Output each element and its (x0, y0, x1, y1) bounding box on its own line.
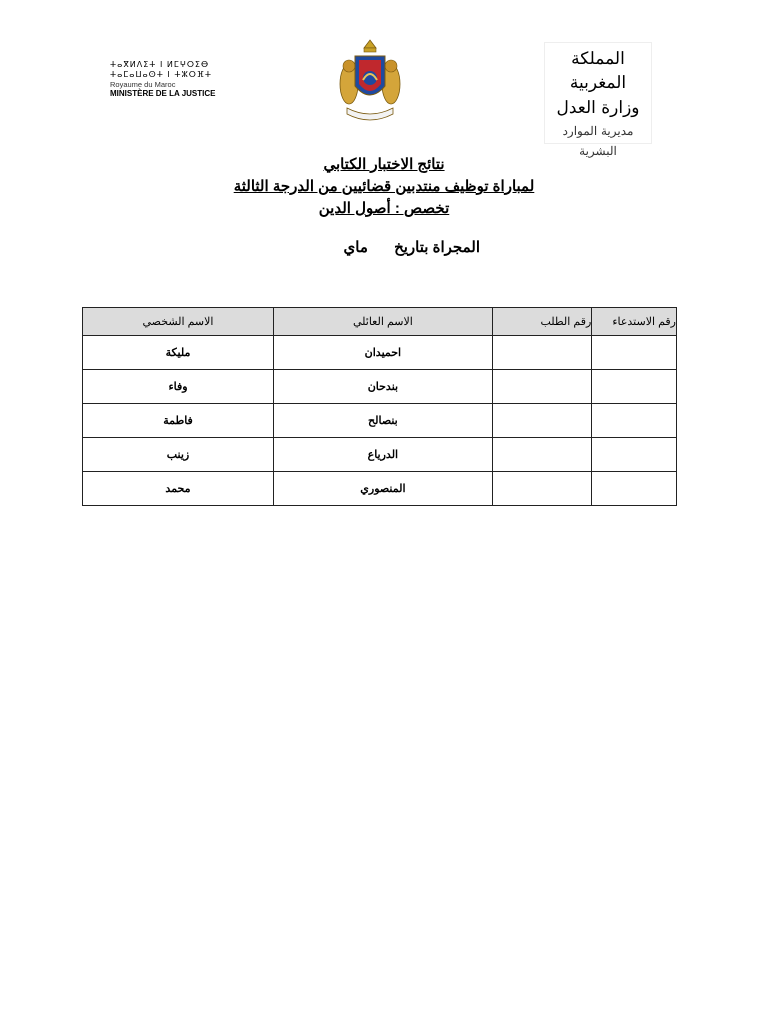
cell-convocation (592, 472, 677, 506)
cell-request (492, 336, 592, 370)
header-convocation-number: رقم الاستدعاء (592, 308, 677, 336)
cell-first-name: زينب (83, 438, 274, 472)
ar-directorate-label: مديرية الموارد البشرية (562, 124, 634, 158)
table-row (83, 336, 677, 370)
cell-first-name: محمد (83, 472, 274, 506)
cell-first-name: وفاء (83, 370, 274, 404)
ar-kingdom-label: المملكة المغربية (569, 49, 627, 93)
cell-request (492, 438, 592, 472)
cell-first-name: مليكة (83, 336, 274, 370)
cell-family-name: المنصوري (274, 472, 493, 506)
header-family-name: الاسم العائلي (274, 308, 493, 336)
title-competition: لمباراة توظيف منتدبين قضائيين من الدرجة الثالثة (233, 178, 535, 195)
cell-convocation (592, 370, 677, 404)
table-row (83, 370, 677, 404)
cell-convocation (592, 404, 677, 438)
table-row (83, 438, 677, 472)
date-month: ماي (343, 239, 368, 256)
table-header-row (83, 308, 677, 336)
table-row (83, 404, 677, 438)
date-label: المجراة بتاريخ (394, 239, 480, 256)
ar-ministry-label: وزارة العدل (556, 98, 640, 118)
cell-family-name: الدرياع (274, 438, 493, 472)
header-request-number: رقم الطلب (492, 308, 592, 336)
cell-family-name: احميدان (274, 336, 493, 370)
results-table (82, 307, 677, 506)
cell-family-name: بندحان (274, 370, 493, 404)
cell-convocation (592, 438, 677, 472)
royal-coat-of-arms-icon (337, 38, 403, 128)
cell-family-name: بنصالح (274, 404, 493, 438)
ministry-label: MINISTÈRE DE LA JUSTICE (110, 89, 216, 98)
tifinagh-ministry: ⵜⴰⵎⴰⵡⴰⵙⵜ ⵏ ⵜⵣⵔⴼⵜ (110, 70, 213, 79)
kingdom-label: Royaume du Maroc (110, 80, 176, 89)
cell-convocation (592, 336, 677, 370)
cell-request (492, 404, 592, 438)
ministry-logo-ar (544, 42, 652, 158)
header-first-name: الاسم الشخصي (83, 308, 274, 336)
ministry-logo-fr (110, 60, 220, 99)
cell-request (492, 370, 592, 404)
tifinagh-kingdom: ⵜⴰⴳⵍⴷⵉⵜ ⵏ ⵍⵎⵖⵔⵉⴱ (110, 60, 210, 69)
table-row (83, 472, 677, 506)
title-specialty: تخصص : أصول الدين (318, 200, 450, 217)
exam-date (300, 238, 480, 256)
cell-request (492, 472, 592, 506)
cell-first-name: فاطمة (83, 404, 274, 438)
title-results: نتائج الاختبار الكتابي (323, 156, 445, 173)
document-titles (0, 154, 768, 220)
